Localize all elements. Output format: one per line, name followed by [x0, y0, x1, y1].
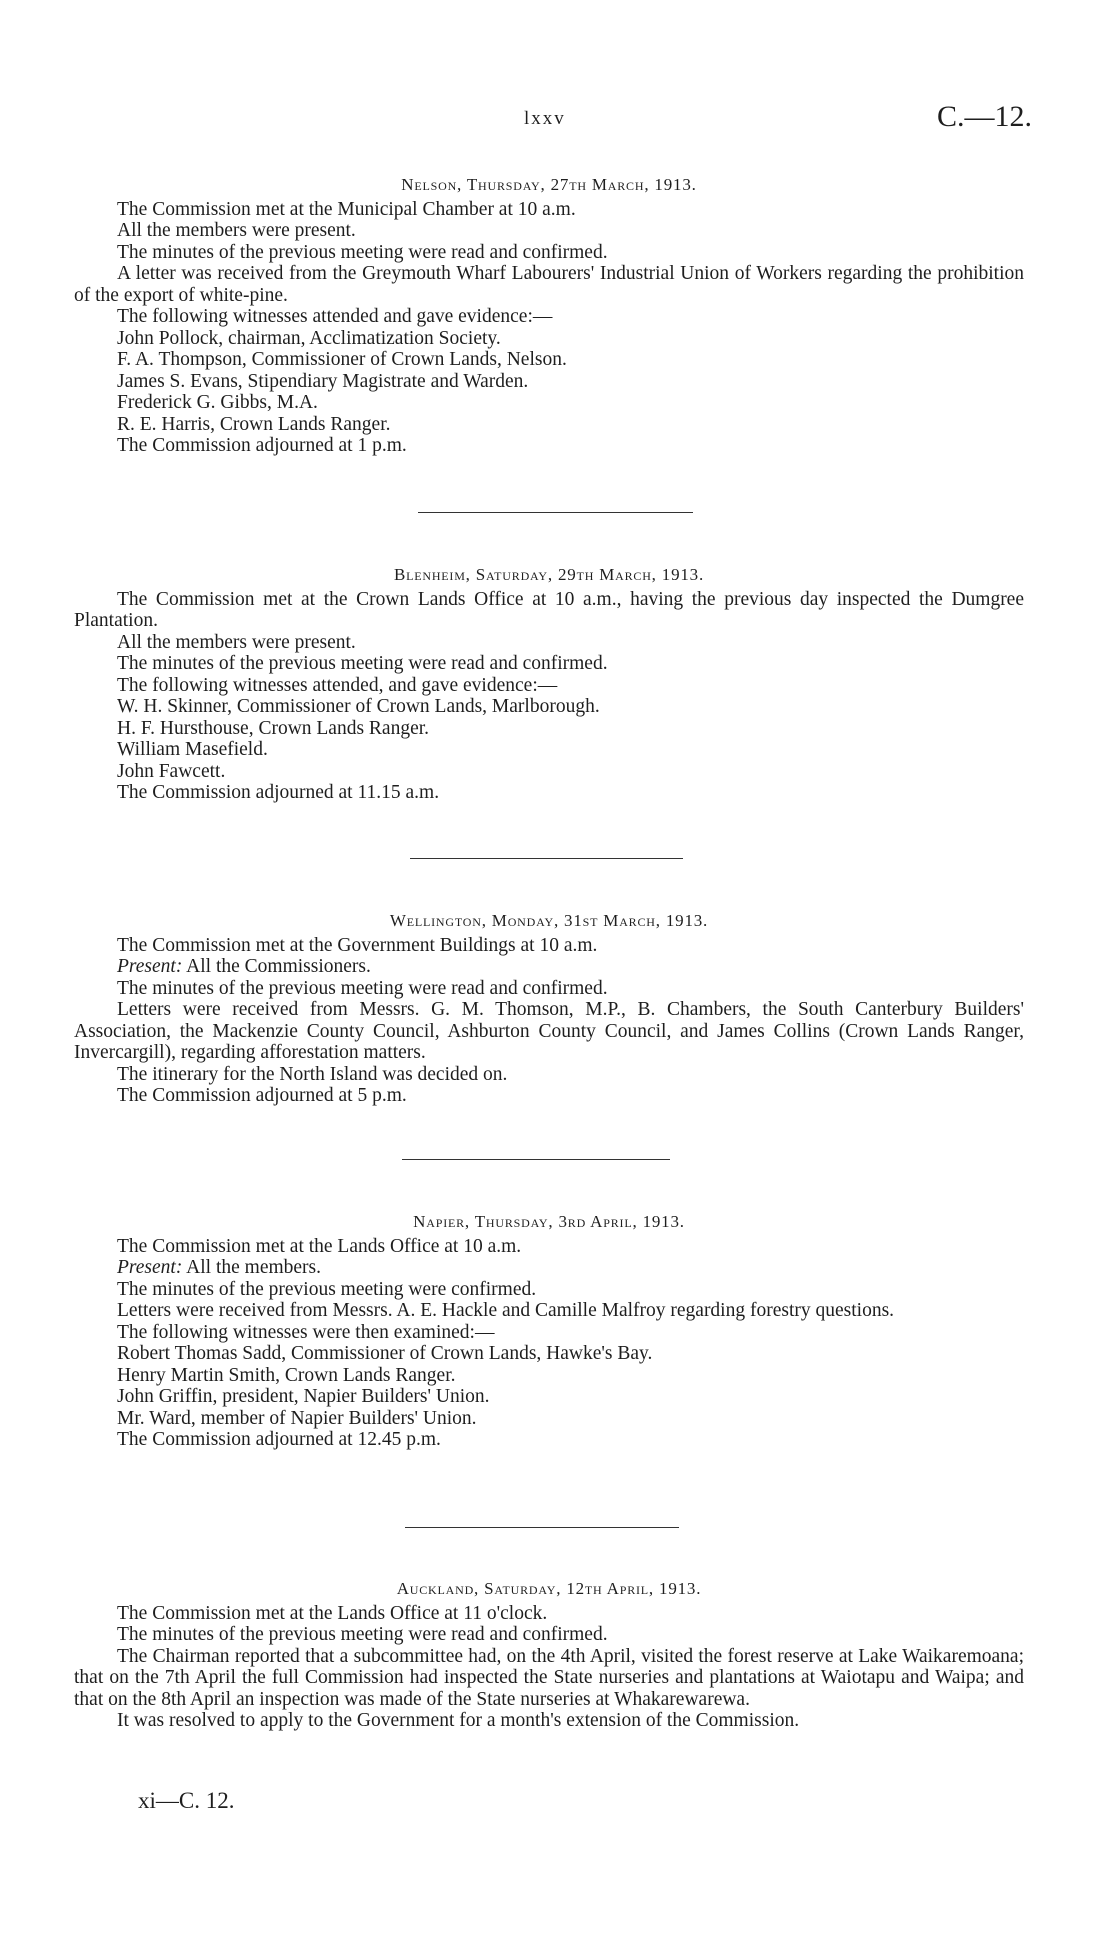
minutes-paragraph: Letters were received from Messrs. A. E. Hackle and Camille Malfroy regarding forestry questions. [117, 1300, 895, 1321]
section-heading: Blenheim, Saturday, 29th March, 1913. [393, 565, 705, 584]
section-wellington [74, 910, 1024, 1107]
minutes-line: The Commission met at the Government Buildings at 10 a.m. [117, 934, 598, 956]
minutes-line: Mr. Ward, member of Napier Builders' Union. [117, 1407, 477, 1429]
minutes-line: Frederick G. Gibbs, M.A. [117, 392, 318, 413]
minutes-line: The Commission adjourned at 12.45 p.m. [117, 1429, 441, 1450]
minutes-line: James S. Evans, Stipendiary Magistrate and Warden. [117, 370, 529, 392]
minutes-line: The minutes of the previous meeting were read and confirmed. [117, 653, 608, 674]
footer-signature: xi—C. 12. [138, 1788, 235, 1813]
minutes-line [74, 956, 1024, 978]
minutes-line: The following witnesses were then examined:— [117, 1321, 495, 1343]
minutes-line: The minutes of the previous meeting were read and confirmed. [117, 1624, 608, 1645]
minutes-line: All the members were present. [117, 220, 356, 241]
minutes-line: The Commission met at the Lands Office at 11 o'clock. [117, 1602, 548, 1624]
section-heading: Wellington, Monday, 31st March, 1913. [389, 911, 709, 930]
minutes-line: The following witnesses attended and gave evidence:— [117, 306, 553, 327]
minutes-line: The minutes of the previous meeting were read and confirmed. [117, 977, 608, 999]
minutes-line: John Griffin, president, Napier Builders' Union. [117, 1386, 490, 1407]
section-divider [410, 858, 683, 859]
minutes-paragraph: Letters were received from Messrs. G. M. Thomson, M.P., B. Chambers, the South Canterbury Builders' Association, the Mackenzie County Council, Ashburton County Council, and James Collins (Crown Lands Ranger, Invercargill), regarding afforestation matters. [74, 999, 1024, 1063]
minutes-line: The Commission met at the Municipal Chamber at 10 a.m. [117, 198, 576, 220]
minutes-paragraph: The Chairman reported that a subcommittee had, on the 4th April, visited the forest reserve at Lake Waikaremoana; that on the 7th April the full Commission had inspected the State nurseries and plantations at Waiotapu and Waipa; and that on the 8th April an inspection was made of the State nurseries at Whakarewarewa. [74, 1645, 1024, 1710]
section-heading: Auckland, Saturday, 12th April, 1913. [396, 1579, 702, 1598]
section-divider [418, 512, 693, 513]
minutes-line: It was resolved to apply to the Government for a month's extension of the Commission. [117, 1710, 800, 1731]
present-value: All the Commissioners. [186, 956, 371, 977]
document-reference: C.—12. [937, 100, 1033, 133]
section-auckland [74, 1578, 1024, 1732]
minutes-line: F. A. Thompson, Commissioner of Crown Lands, Nelson. [117, 349, 567, 370]
minutes-line: Henry Martin Smith, Crown Lands Ranger. [117, 1364, 456, 1386]
minutes-line: The Commission adjourned at 5 p.m. [117, 1085, 407, 1106]
minutes-line: The minutes of the previous meeting were read and confirmed. [117, 241, 608, 263]
minutes-line: The minutes of the previous meeting were confirmed. [117, 1278, 537, 1300]
present-label: Present: [117, 956, 183, 977]
section-divider [405, 1527, 679, 1528]
minutes-line: The Commission adjourned at 1 p.m. [117, 435, 407, 456]
section-heading: Nelson, Thursday, 27th March, 1913. [401, 175, 697, 194]
section-blenheim [74, 564, 1024, 804]
minutes-line: John Pollock, chairman, Acclimatization Society. [117, 327, 501, 349]
minutes-line: Robert Thomas Sadd, Commissioner of Crown Lands, Hawke's Bay. [117, 1343, 653, 1364]
minutes-line: All the members were present. [117, 631, 356, 653]
minutes-paragraph: A letter was received from the Greymouth Wharf Labourers' Industrial Union of Workers regarding the prohibition of the export of white-pine. [74, 263, 1024, 306]
minutes-line: The itinerary for the North Island was decided on. [117, 1063, 508, 1085]
minutes-line: William Masefield. [117, 739, 268, 760]
page-number: lxxv [524, 108, 566, 129]
section-napier [74, 1211, 1024, 1451]
present-label: Present: [117, 1257, 183, 1278]
minutes-line: The Commission adjourned at 11.15 a.m. [117, 782, 440, 803]
minutes-line: R. E. Harris, Crown Lands Ranger. [117, 413, 391, 435]
minutes-line: John Fawcett. [117, 760, 226, 782]
minutes-line: H. F. Hursthouse, Crown Lands Ranger. [117, 717, 430, 739]
section-nelson [74, 174, 1024, 457]
section-heading: Napier, Thursday, 3rd April, 1913. [413, 1212, 685, 1231]
section-divider [402, 1159, 670, 1160]
minutes-line [74, 1257, 1024, 1279]
present-value: All the members. [186, 1257, 321, 1278]
minutes-line: The following witnesses attended, and gave evidence:— [117, 674, 558, 696]
minutes-line: W. H. Skinner, Commissioner of Crown Lands, Marlborough. [117, 696, 600, 717]
minutes-line: The Commission met at the Lands Office at 10 a.m. [117, 1235, 522, 1257]
minutes-paragraph: The Commission met at the Crown Lands Office at 10 a.m., having the previous day inspected the Dumgree Plantation. [74, 588, 1024, 631]
